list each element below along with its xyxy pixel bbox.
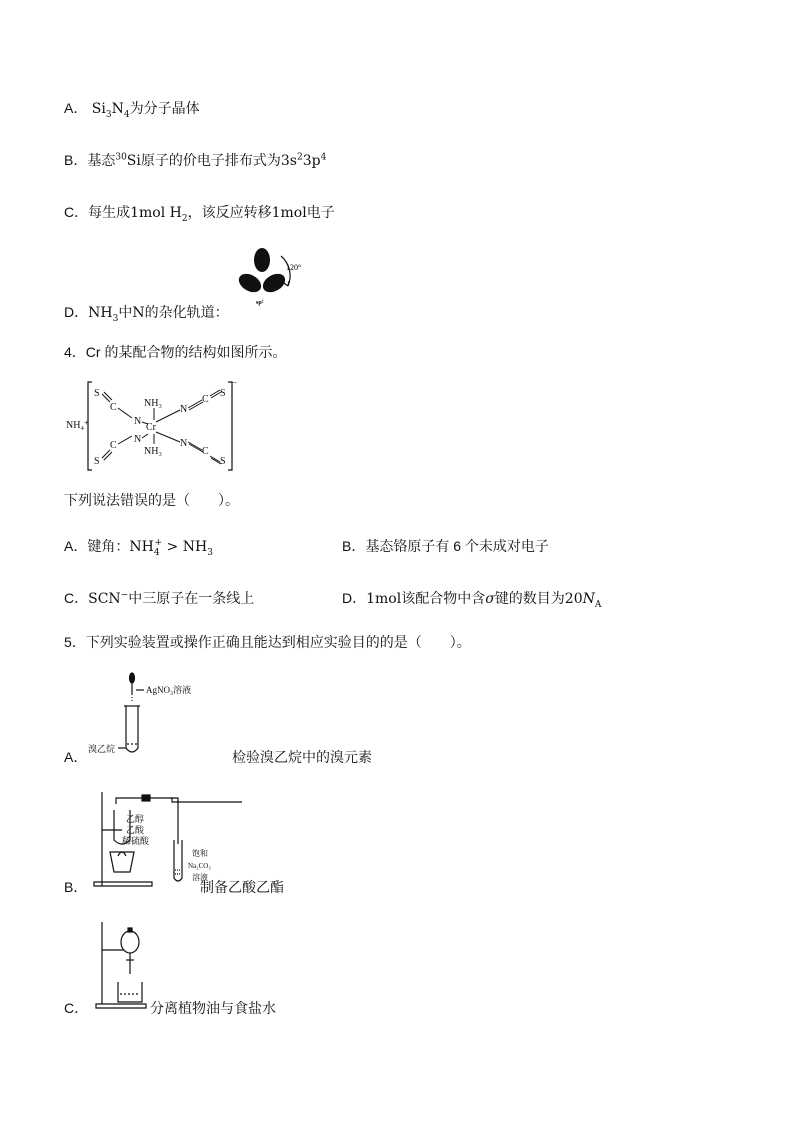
subscript: 2	[181, 213, 188, 224]
superscript: −	[120, 590, 129, 601]
esterification-apparatus	[92, 790, 242, 890]
option-text: 电子	[306, 204, 335, 220]
angle-label: 120°	[286, 263, 302, 272]
n-left-top: N	[134, 416, 142, 427]
hybrid-label: sp²	[256, 300, 264, 306]
formula-si: Si	[126, 153, 141, 169]
option-text: 的杂化轨道：	[144, 304, 229, 320]
receiver-label-2: Na₂CO₃	[188, 862, 211, 870]
s-right-bottom: S	[220, 456, 226, 467]
test-tube	[126, 706, 138, 752]
option-letter: A．	[64, 100, 88, 116]
formula-si: Si	[91, 101, 106, 117]
subscript: 4	[153, 547, 160, 558]
funnel-body	[121, 931, 139, 953]
n-right-bottom: N	[180, 438, 188, 449]
tube-joint	[142, 795, 150, 801]
left-bracket	[88, 382, 92, 470]
metal-label: Cr	[146, 422, 156, 433]
stand-base	[94, 882, 152, 886]
s-left-bottom: S	[94, 456, 100, 467]
dropper-bulb	[130, 673, 135, 683]
subscript: 3	[105, 109, 112, 120]
subscript: 3	[112, 313, 119, 324]
q5-option-b-letter: B．	[64, 879, 88, 895]
nh3-bottom: NH₃	[144, 446, 162, 457]
right-bracket	[228, 382, 232, 470]
receiver-label-3: 溶液	[192, 873, 208, 882]
q5-option-c-caption: 分离植物油与食盐水	[150, 1000, 276, 1016]
q3-option-d	[64, 303, 229, 322]
orbital-lobes	[236, 248, 288, 296]
number: 20	[564, 591, 583, 607]
superscript: +	[154, 538, 163, 549]
receiving-tube	[174, 840, 182, 881]
q4-stem: 4．Cr 的某配合物的结构如图所示。	[64, 344, 287, 360]
complex-charge: ⁻	[232, 380, 238, 391]
s-right-top: S	[220, 388, 226, 399]
option-text: ，该反应转移	[187, 204, 272, 220]
formula-n: N	[111, 101, 124, 117]
option-letter: C．	[64, 204, 89, 220]
reagent-3: 稀硫酸	[122, 836, 150, 846]
c-left-top: C	[110, 402, 117, 413]
amount: 1mol	[271, 205, 307, 221]
option-letter: D．	[342, 590, 367, 606]
option-text: 键的数目为	[494, 590, 565, 606]
stand-base	[96, 1004, 146, 1008]
q5-option-a-caption: 检验溴乙烷中的溴元素	[232, 749, 372, 765]
option-text: 为分子晶体	[129, 100, 200, 116]
subscript: 4	[123, 109, 130, 120]
q5-option-b-caption: 制备乙酸乙酯	[200, 879, 284, 895]
mass-number: 30	[115, 152, 127, 163]
amount: 1mol H	[130, 205, 182, 221]
nh3-top: NH₃	[144, 398, 162, 409]
q3-option-b	[64, 151, 326, 170]
q3-option-c	[64, 203, 335, 222]
q4-question: 下列说法错误的是（ ）。	[64, 492, 239, 508]
separatory-funnel-apparatus	[94, 920, 148, 1010]
orbital: 3p	[302, 153, 321, 169]
amount: 1mol	[366, 591, 402, 607]
n-right-top: N	[180, 404, 188, 415]
option-letter: B．	[64, 152, 88, 168]
delivery-tube	[116, 798, 242, 804]
q5-option-a-letter: A．	[64, 749, 88, 765]
option-text: 原子的价电子排布式为	[140, 152, 281, 168]
receiver-label-1: 饱和	[192, 849, 208, 858]
reagent-1: 乙醇	[126, 814, 145, 824]
c-right-bottom: C	[202, 446, 209, 457]
formula-nh: NH	[88, 305, 113, 321]
superscript: 4	[320, 152, 327, 163]
comparison: >	[162, 539, 183, 555]
cation-label: NH₄⁺	[66, 420, 90, 431]
option-text: 该配合物中含	[401, 590, 486, 606]
option-letter: B．	[342, 538, 366, 554]
beaker	[118, 982, 142, 1002]
formula-scn: SCN	[88, 591, 121, 607]
stopper	[128, 928, 132, 932]
q4-option-b	[342, 537, 549, 555]
q5-stem: 5．下列实验装置或操作正确且能达到相应实验目的的是（ ）。	[64, 634, 471, 650]
q3-option-a	[64, 99, 200, 118]
option-letter: D．	[64, 304, 89, 320]
cr-complex-structure	[64, 378, 244, 474]
s-left-top: S	[94, 388, 100, 399]
formula-n: N	[132, 305, 145, 321]
option-text: 基态	[87, 152, 116, 168]
option-text: 每生成	[88, 204, 131, 220]
formula-nh: NH	[129, 539, 154, 555]
sample-label: 溴乙烷	[88, 744, 116, 754]
subscript: A	[594, 599, 602, 610]
sigma-symbol: σ	[485, 591, 495, 607]
c-left-bottom: C	[110, 440, 117, 451]
subscript: 3	[207, 547, 213, 558]
q4-option-a	[64, 537, 213, 556]
option-text: 键角：	[87, 538, 130, 554]
n-left-bottom: N	[134, 434, 142, 445]
option-text: 基态铬原子有 6 个未成对电子	[365, 538, 549, 554]
sp2-orbital-figure	[236, 246, 312, 310]
option-text: 中	[118, 304, 133, 320]
reagent-label: AgNO₃溶液	[146, 685, 192, 695]
superscript: 2	[296, 152, 303, 163]
option-text: 中三原子在一条线上	[128, 590, 255, 606]
q4-option-c	[64, 589, 254, 608]
q4-option-d	[342, 589, 601, 608]
avogadro-symbol: N	[582, 591, 595, 607]
reagent-2: 乙酸	[126, 825, 145, 835]
test-tube-apparatus	[88, 672, 218, 760]
q5-option-c-letter: C．	[64, 1000, 89, 1016]
orbital: 3s	[280, 153, 297, 169]
c-right-top: C	[202, 394, 209, 405]
formula-nh: NH	[182, 539, 208, 555]
burner	[110, 852, 134, 872]
option-letter: A．	[64, 538, 88, 554]
option-letter: C．	[64, 590, 89, 606]
